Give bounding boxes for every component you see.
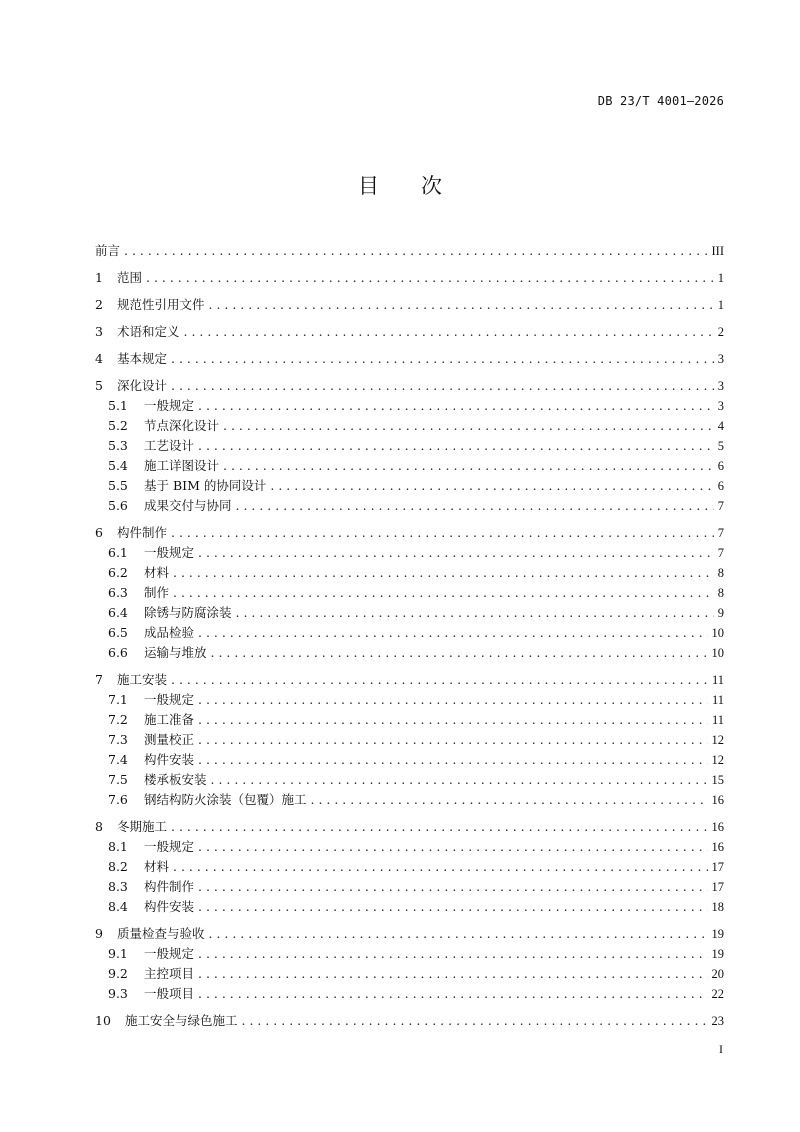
toc-entry-title: 规范性引用文件 bbox=[117, 297, 205, 312]
toc-entry-page: 1 bbox=[717, 271, 724, 285]
toc-entry-page: 22 bbox=[711, 987, 724, 1001]
toc-entry-number: 5 bbox=[95, 378, 103, 393]
toc-entry[interactable] bbox=[95, 295, 724, 315]
toc-entry[interactable] bbox=[95, 1011, 724, 1031]
toc-entry-page: 17 bbox=[711, 880, 724, 894]
toc-entry[interactable] bbox=[95, 416, 724, 436]
toc-entry-page: 15 bbox=[711, 773, 724, 787]
dot-leader bbox=[173, 583, 714, 603]
toc-entry-number: 6.1 bbox=[108, 545, 128, 560]
toc-entry[interactable] bbox=[95, 396, 724, 416]
dot-leader bbox=[184, 322, 714, 342]
dot-leader bbox=[198, 964, 707, 984]
toc-entry-page: 11 bbox=[711, 693, 724, 707]
toc-entry[interactable] bbox=[95, 436, 724, 456]
toc-entry-number: 7.5 bbox=[108, 772, 128, 787]
toc-entry-title: 成品检验 bbox=[144, 625, 195, 640]
toc-entry-title: 一般项目 bbox=[144, 986, 195, 1001]
table-of-contents bbox=[95, 241, 724, 1031]
toc-entry[interactable] bbox=[95, 770, 724, 790]
toc-entry-number: 1 bbox=[95, 270, 103, 285]
toc-entry-number: 9.3 bbox=[108, 986, 128, 1001]
toc-entry[interactable] bbox=[95, 543, 724, 563]
dot-leader bbox=[223, 456, 714, 476]
dot-leader bbox=[173, 857, 707, 877]
toc-entry[interactable] bbox=[95, 670, 724, 690]
dot-leader bbox=[198, 710, 708, 730]
toc-entry[interactable] bbox=[95, 322, 724, 342]
dot-leader bbox=[146, 268, 714, 288]
toc-entry[interactable] bbox=[95, 730, 724, 750]
toc-entry-title: 钢结构防火涂装（包覆）施工 bbox=[144, 792, 307, 807]
toc-entry-number: 8.4 bbox=[108, 899, 128, 914]
toc-entry-page: 11 bbox=[711, 713, 724, 727]
toc-entry-number: 9.2 bbox=[108, 966, 128, 981]
toc-entry-page: 10 bbox=[711, 646, 724, 660]
toc-entry-number: 5.6 bbox=[108, 498, 128, 513]
toc-entry-page: 3 bbox=[717, 352, 724, 366]
dot-leader bbox=[198, 623, 707, 643]
dot-leader bbox=[223, 416, 714, 436]
toc-entry-number: 7.4 bbox=[108, 752, 128, 767]
toc-entry-page: 12 bbox=[711, 753, 724, 767]
dot-leader bbox=[198, 396, 714, 416]
toc-entry-title: 材料 bbox=[144, 859, 170, 874]
toc-entry[interactable] bbox=[95, 603, 724, 623]
toc-entry-title: 施工安装 bbox=[117, 672, 168, 687]
toc-entry[interactable] bbox=[95, 964, 724, 984]
toc-entry-title: 前言 bbox=[95, 243, 121, 258]
toc-entry-number: 8.3 bbox=[108, 879, 128, 894]
toc-entry[interactable] bbox=[95, 563, 724, 583]
toc-entry-title: 一般规定 bbox=[144, 545, 195, 560]
toc-entry-page: 16 bbox=[711, 793, 724, 807]
toc-entry-title: 质量检查与验收 bbox=[117, 926, 205, 941]
toc-entry-page: 6 bbox=[717, 479, 724, 493]
toc-entry-page: 7 bbox=[717, 499, 724, 513]
toc-entry[interactable] bbox=[95, 857, 724, 877]
toc-entry-number: 7.3 bbox=[108, 732, 128, 747]
toc-entry-number: 9 bbox=[95, 926, 103, 941]
dot-leader bbox=[173, 563, 714, 583]
dot-leader bbox=[171, 817, 707, 837]
toc-entry-title: 一般规定 bbox=[144, 839, 195, 854]
toc-entry[interactable] bbox=[95, 583, 724, 603]
document-code: DB 23/T 4001—2026 bbox=[597, 94, 724, 108]
dot-leader bbox=[211, 643, 708, 663]
dot-leader bbox=[209, 924, 708, 944]
dot-leader bbox=[311, 790, 708, 810]
toc-entry-number: 5.3 bbox=[108, 438, 128, 453]
toc-entry[interactable] bbox=[95, 984, 724, 1004]
toc-entry[interactable] bbox=[95, 750, 724, 770]
toc-entry-page: 19 bbox=[711, 947, 724, 961]
toc-entry-title: 成果交付与协同 bbox=[144, 498, 232, 513]
toc-entry-number: 6.4 bbox=[108, 605, 128, 620]
dot-leader bbox=[209, 295, 714, 315]
toc-entry-number: 10 bbox=[95, 1013, 111, 1028]
toc-entry-number: 7.6 bbox=[108, 792, 128, 807]
dot-leader bbox=[171, 523, 714, 543]
toc-entry-title: 范围 bbox=[117, 270, 143, 285]
dot-leader bbox=[198, 750, 707, 770]
toc-entry-number: 6.3 bbox=[108, 585, 128, 600]
toc-entry-page: 8 bbox=[717, 586, 724, 600]
toc-entry-page: 23 bbox=[711, 1014, 724, 1028]
toc-entry-page: 3 bbox=[717, 399, 724, 413]
toc-entry-page: 20 bbox=[711, 967, 724, 981]
dot-leader bbox=[270, 476, 713, 496]
toc-entry[interactable] bbox=[95, 897, 724, 917]
dot-leader bbox=[171, 376, 714, 396]
toc-entry-page: 5 bbox=[717, 439, 724, 453]
toc-entry-number: 6.2 bbox=[108, 565, 128, 580]
dot-leader bbox=[171, 670, 708, 690]
toc-entry[interactable] bbox=[95, 376, 724, 396]
toc-entry-title: 节点深化设计 bbox=[144, 418, 220, 433]
dot-leader bbox=[198, 690, 708, 710]
dot-leader bbox=[124, 241, 707, 261]
toc-entry-page: 8 bbox=[717, 566, 724, 580]
page-title: 目次 bbox=[358, 174, 484, 198]
toc-entry-page: 16 bbox=[711, 820, 724, 834]
dot-leader bbox=[198, 944, 707, 964]
toc-entry-page: 2 bbox=[717, 325, 724, 339]
toc-entry-title: 构件安装 bbox=[144, 899, 195, 914]
toc-entry-title: 一般规定 bbox=[144, 946, 195, 961]
toc-entry[interactable] bbox=[95, 837, 724, 857]
toc-entry[interactable] bbox=[95, 523, 724, 543]
dot-leader bbox=[236, 496, 714, 516]
toc-entry-number: 5.2 bbox=[108, 418, 128, 433]
toc-entry-title: 施工安全与绿色施工 bbox=[125, 1013, 238, 1028]
dot-leader bbox=[242, 1011, 708, 1031]
toc-entry-title: 基于 BIM 的协同设计 bbox=[144, 478, 267, 493]
dot-leader bbox=[198, 877, 707, 897]
toc-entry-page: 17 bbox=[711, 860, 724, 874]
toc-entry[interactable] bbox=[95, 623, 724, 643]
toc-entry-title: 深化设计 bbox=[117, 378, 168, 393]
toc-entry[interactable] bbox=[95, 877, 724, 897]
toc-entry-page: 1 bbox=[717, 298, 724, 312]
toc-entry-page: 9 bbox=[717, 606, 724, 620]
toc-entry-page: 16 bbox=[711, 840, 724, 854]
toc-entry-number: 2 bbox=[95, 297, 103, 312]
toc-entry-page: 10 bbox=[711, 626, 724, 640]
toc-entry[interactable] bbox=[95, 456, 724, 476]
toc-entry-number: 6 bbox=[95, 525, 103, 540]
toc-entry[interactable] bbox=[95, 690, 724, 710]
toc-entry[interactable] bbox=[95, 643, 724, 663]
toc-entry-title: 楼承板安装 bbox=[144, 772, 207, 787]
toc-entry-number: 6.6 bbox=[108, 645, 128, 660]
dot-leader bbox=[198, 837, 707, 857]
toc-entry[interactable] bbox=[95, 944, 724, 964]
toc-entry-number: 5.1 bbox=[108, 398, 128, 413]
toc-entry-page: 12 bbox=[711, 733, 724, 747]
dot-leader bbox=[198, 984, 707, 1004]
toc-entry[interactable] bbox=[95, 349, 724, 369]
toc-entry[interactable] bbox=[95, 710, 724, 730]
toc-entry-title: 工艺设计 bbox=[144, 438, 195, 453]
toc-entry-title: 运输与堆放 bbox=[144, 645, 207, 660]
toc-entry-page: 3 bbox=[717, 379, 724, 393]
toc-entry-page: 7 bbox=[717, 526, 724, 540]
toc-entry-title: 构件安装 bbox=[144, 752, 195, 767]
toc-entry-page: 11 bbox=[711, 673, 724, 687]
toc-entry-page: 7 bbox=[717, 546, 724, 560]
dot-leader bbox=[198, 897, 707, 917]
toc-entry-number: 4 bbox=[95, 351, 103, 366]
toc-entry-number: 5.4 bbox=[108, 458, 128, 473]
toc-entry-title: 施工准备 bbox=[144, 712, 195, 727]
toc-entry-number: 6.5 bbox=[108, 625, 128, 640]
toc-entry-title: 测量校正 bbox=[144, 732, 195, 747]
toc-entry-title: 材料 bbox=[144, 565, 170, 580]
dot-leader bbox=[236, 603, 714, 623]
toc-entry-title: 冬期施工 bbox=[117, 819, 168, 834]
toc-entry-title: 除锈与防腐涂装 bbox=[144, 605, 232, 620]
toc-entry-title: 制作 bbox=[144, 585, 170, 600]
toc-entry-page: 6 bbox=[717, 459, 724, 473]
toc-entry-title: 术语和定义 bbox=[117, 324, 180, 339]
toc-entry-number: 8.1 bbox=[108, 839, 128, 854]
toc-entry-title: 一般规定 bbox=[144, 692, 195, 707]
toc-entry-number: 7.2 bbox=[108, 712, 128, 727]
dot-leader bbox=[198, 436, 714, 456]
toc-entry-title: 基本规定 bbox=[117, 351, 168, 366]
toc-entry-title: 一般规定 bbox=[144, 398, 195, 413]
toc-entry-number: 5.5 bbox=[108, 478, 128, 493]
toc-entry-number: 8 bbox=[95, 819, 103, 834]
toc-entry-number: 7.1 bbox=[108, 692, 128, 707]
toc-entry-page: 4 bbox=[717, 419, 724, 433]
toc-entry-number: 9.1 bbox=[108, 946, 128, 961]
toc-entry[interactable] bbox=[95, 924, 724, 944]
toc-entry[interactable] bbox=[95, 817, 724, 837]
toc-entry[interactable] bbox=[95, 476, 724, 496]
dot-leader bbox=[198, 543, 714, 563]
toc-entry[interactable] bbox=[95, 268, 724, 288]
toc-entry-title: 施工详图设计 bbox=[144, 458, 220, 473]
toc-entry-number: 3 bbox=[95, 324, 103, 339]
toc-entry-page: 18 bbox=[711, 900, 724, 914]
toc-entry-number: 8.2 bbox=[108, 859, 128, 874]
dot-leader bbox=[211, 770, 708, 790]
dot-leader bbox=[171, 349, 714, 369]
toc-entry-number: 7 bbox=[95, 672, 103, 687]
toc-entry-page: III bbox=[711, 244, 724, 258]
toc-entry[interactable] bbox=[95, 241, 724, 261]
toc-entry-page: 19 bbox=[711, 927, 724, 941]
toc-entry-title: 主控项目 bbox=[144, 966, 195, 981]
toc-entry-title: 构件制作 bbox=[117, 525, 168, 540]
dot-leader bbox=[198, 730, 707, 750]
toc-entry[interactable] bbox=[95, 790, 724, 810]
toc-entry-title: 构件制作 bbox=[144, 879, 195, 894]
page-number: I bbox=[719, 1042, 723, 1056]
toc-entry[interactable] bbox=[95, 496, 724, 516]
